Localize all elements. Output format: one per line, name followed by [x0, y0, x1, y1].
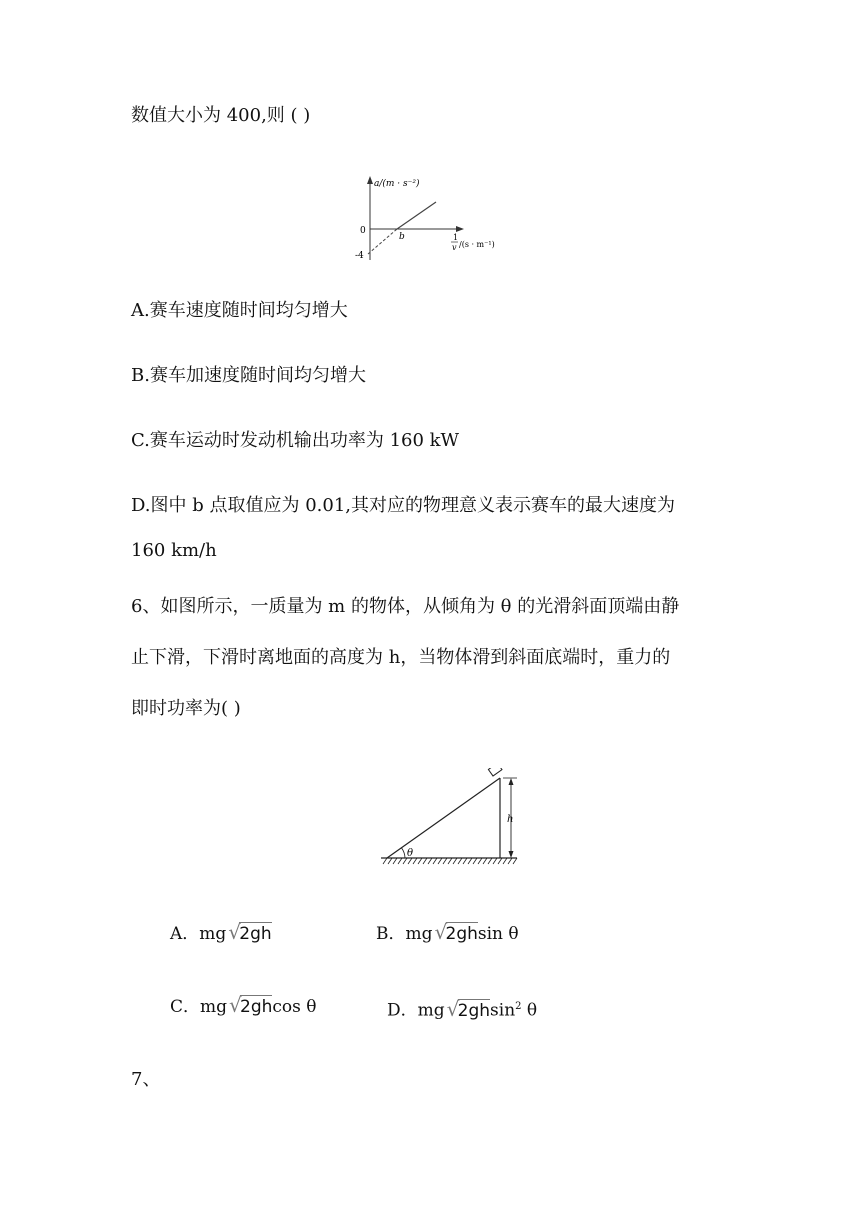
incline-surface [387, 778, 500, 858]
choice-d-prefix: D．mg [387, 1000, 445, 1021]
option-c: C.赛车运动时发动机输出功率为 160 kW [131, 430, 460, 451]
choice-b [376, 922, 519, 946]
height-arrow-top [509, 778, 514, 785]
choice-d-radicand: 2gh [457, 1000, 491, 1021]
question-6-line3: 即时功率为( ) [131, 698, 241, 719]
option-d-line2: 160 km/h [131, 540, 217, 561]
choice-c-suffix: cos θ [272, 997, 317, 1017]
question-6-line2: 止下滑，下滑时离地面的高度为 h，当物体滑到斜面底端时，重力的 [131, 647, 671, 668]
question-7-number: 7、 [131, 1069, 161, 1090]
intercept-label: -4 [355, 251, 364, 261]
graph-line-solid [397, 202, 436, 229]
ground-hatching [383, 858, 517, 864]
question-5-stem-end: 数值大小为 400,则 ( ) [131, 105, 311, 126]
sqrt-icon: √ 2gh [446, 996, 491, 1021]
y-axis-arrow [367, 176, 373, 184]
height-arrow-bottom [509, 851, 514, 858]
option-b: B.赛车加速度随时间均匀增大 [131, 365, 366, 386]
origin-label: 0 [360, 226, 366, 236]
option-a: A.赛车速度随时间均匀增大 [131, 300, 348, 321]
choice-a [170, 922, 272, 946]
option-d-line1: D.图中 b 点取值应为 0.01,其对应的物理意义表示赛车的最大速度为 [131, 495, 675, 516]
x-axis-label-numerator: 1 [453, 233, 459, 242]
theta-arc [402, 848, 405, 858]
choice-c-prefix: C．mg [170, 997, 228, 1017]
choice-b-radicand: 2gh [445, 924, 478, 944]
choice-c-radicand: 2gh [240, 997, 273, 1017]
question-6-line1: 6、如图所示，一质量为 m 的物体，从倾角为 θ 的光滑斜面顶端由静 [131, 596, 680, 617]
x-axis-arrow [456, 226, 464, 232]
choice-d-suffix2: θ [521, 1000, 538, 1021]
y-axis-label: a/(m · s⁻²) [374, 179, 420, 189]
choice-d [387, 995, 537, 1023]
height-label: h [507, 814, 514, 825]
theta-label: θ [407, 848, 414, 859]
choice-a-radicand: 2gh [239, 924, 272, 944]
choice-a-prefix: A．mg [170, 924, 227, 944]
choice-b-suffix: sin θ [477, 924, 519, 944]
x-axis-label-denominator: v [452, 243, 457, 252]
choice-c [170, 995, 317, 1019]
sqrt-icon: √ 2gh [228, 920, 272, 944]
choice-d-suffix: sin [490, 1000, 516, 1021]
acceleration-vs-inverse-velocity-graph [350, 170, 520, 270]
sqrt-icon: √ 2gh [434, 920, 478, 944]
sqrt-icon: √ 2gh [229, 993, 273, 1017]
x-axis-label-unit: /(s · m⁻¹) [459, 240, 495, 249]
graph-line-dashed [368, 229, 397, 254]
choice-b-prefix: B．mg [376, 924, 433, 944]
choice-d-exponent: 2 [515, 1001, 522, 1012]
incline-diagram [375, 768, 525, 868]
block [488, 768, 502, 776]
b-point-label: b [399, 232, 405, 242]
